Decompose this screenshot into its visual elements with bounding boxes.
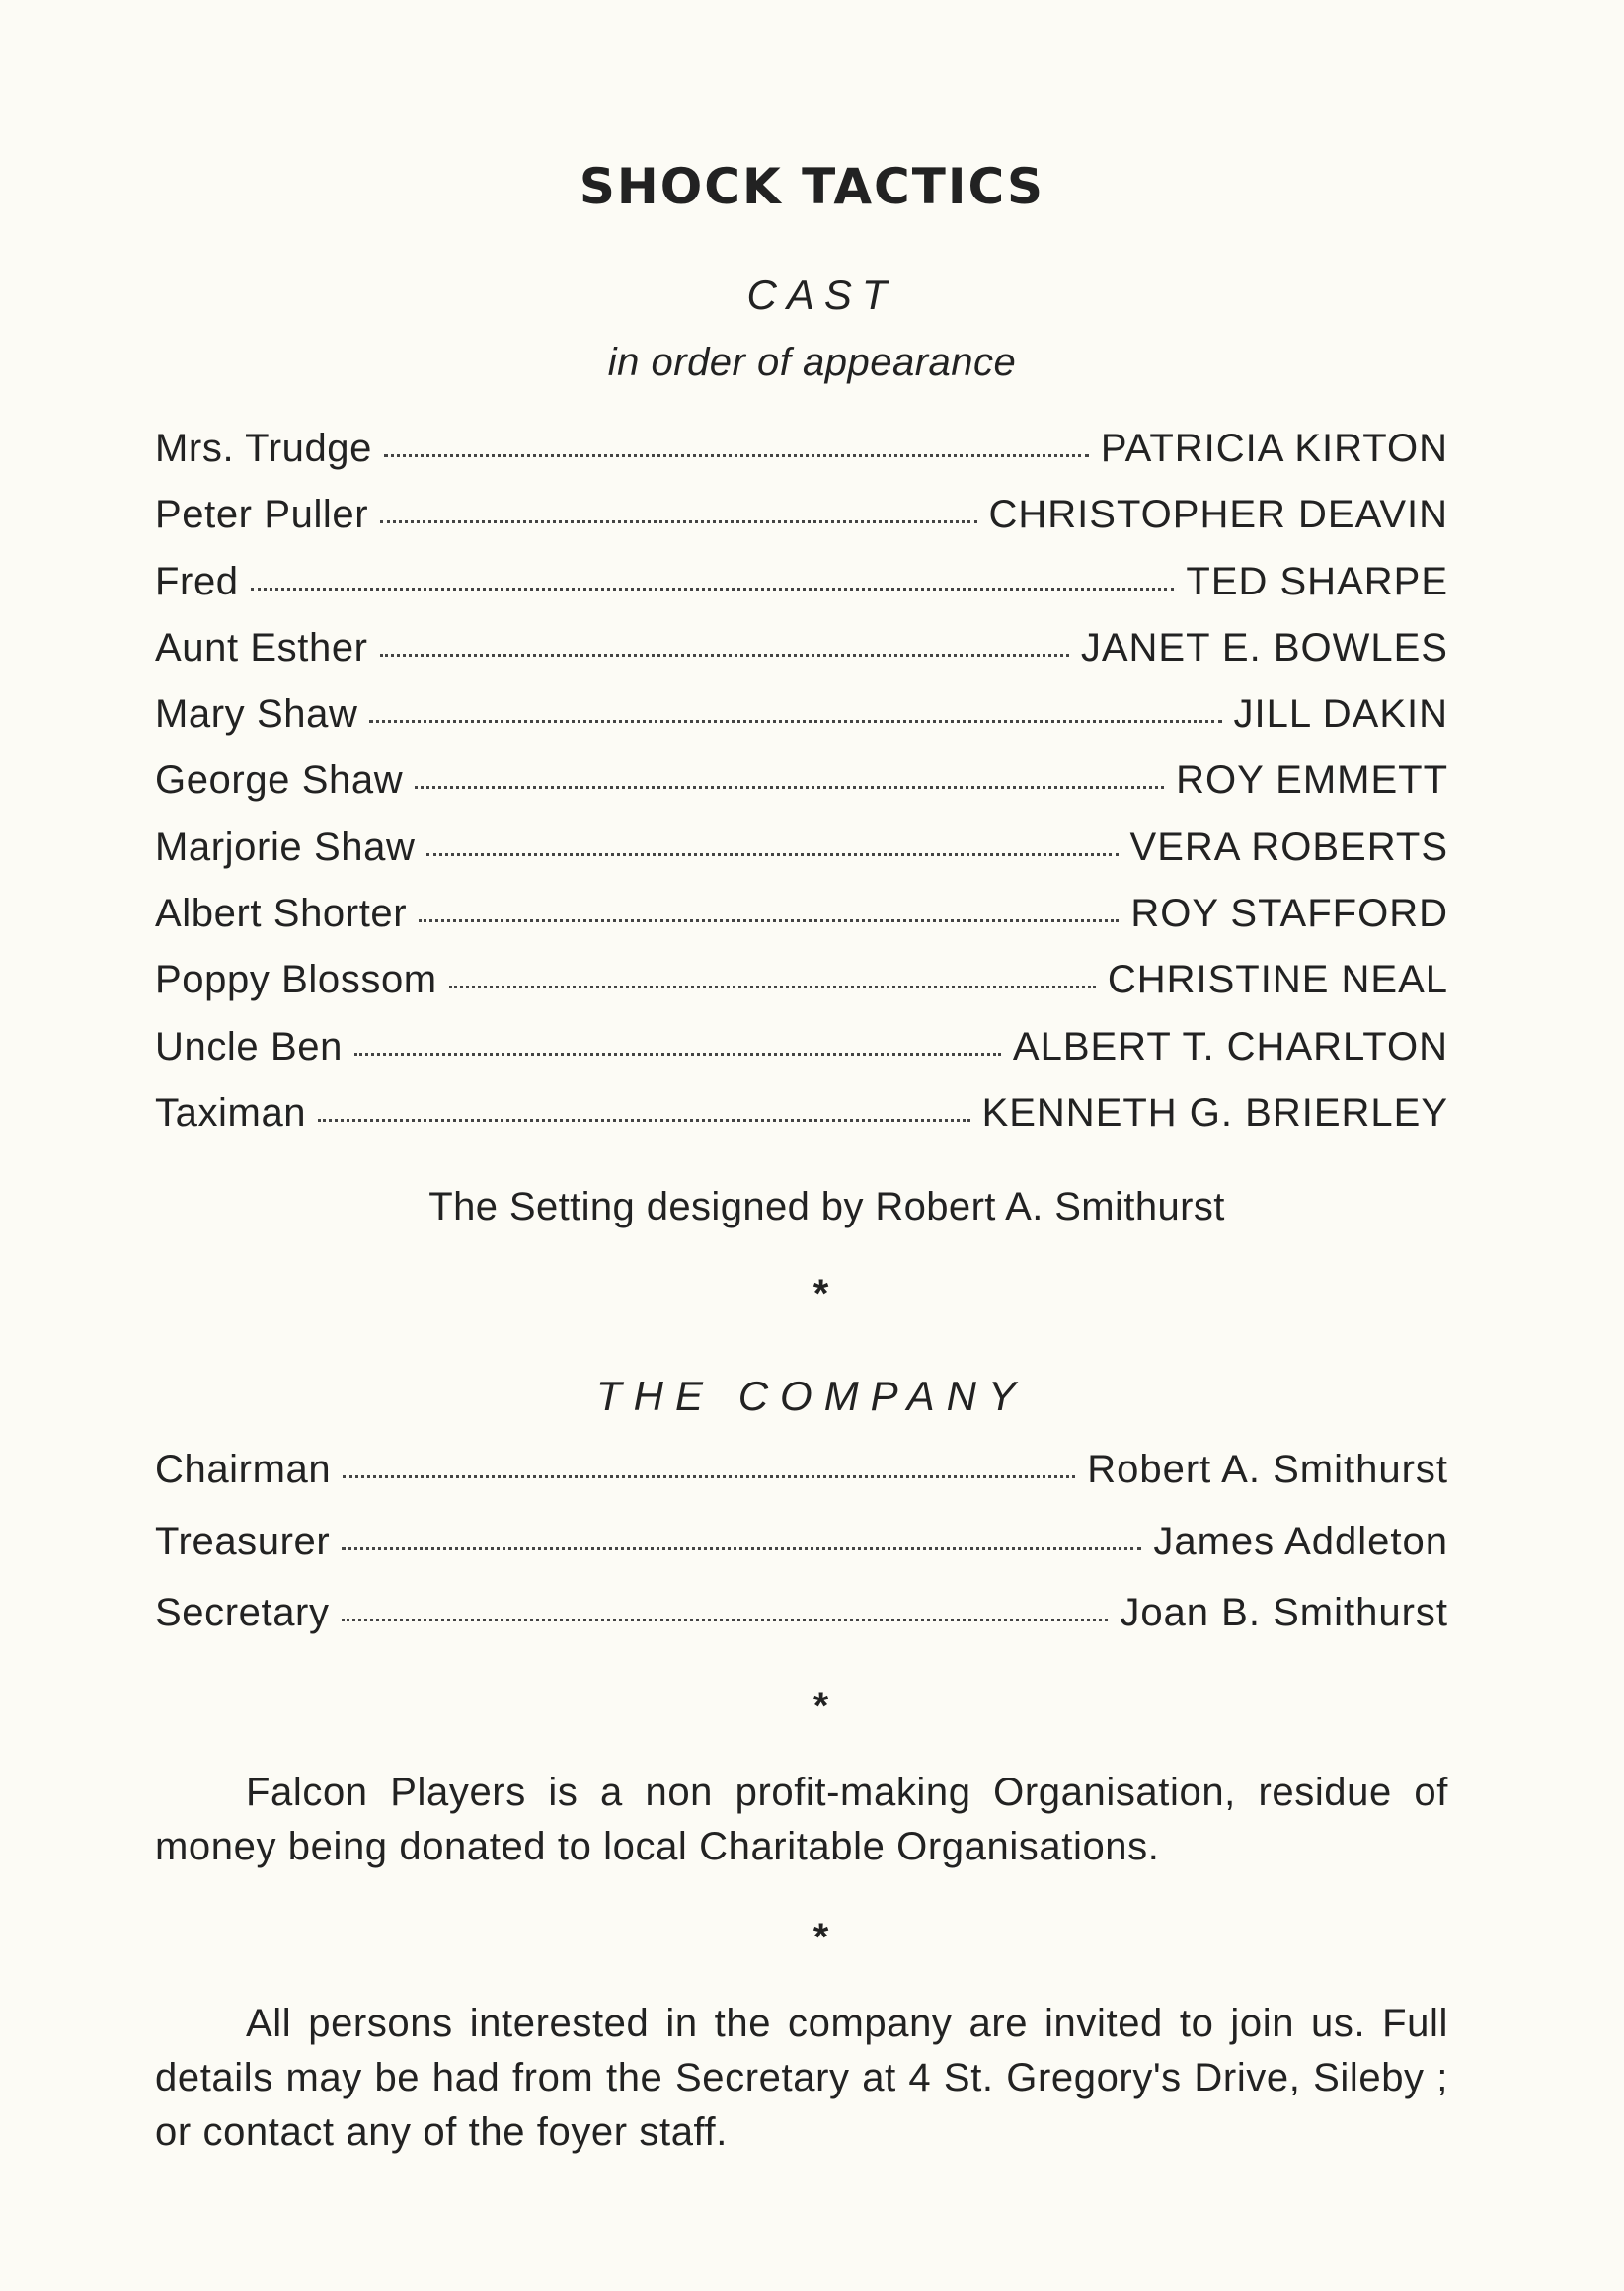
dot-leader [449,986,1096,988]
dot-leader [342,1619,1109,1621]
cast-role: George Shaw [155,758,404,803]
dot-leader [415,786,1164,789]
company-position: Chairman [155,1448,332,1491]
separator-asterisk: * [812,1272,829,1315]
dot-leader [426,853,1118,856]
cast-row [155,826,1448,892]
cast-role: Fred [155,559,239,603]
play-title: SHOCK TACTICS [579,158,1045,215]
cast-row [155,493,1448,559]
company-position: Treasurer [155,1519,331,1563]
company-row [155,1448,1448,1520]
company-member: Robert A. Smithurst [1087,1448,1448,1491]
cast-actor: CHRISTOPHER DEAVIN [988,493,1448,537]
dot-leader [369,720,1221,723]
cast-row [155,958,1448,1024]
cast-actor: PATRICIA KIRTON [1100,427,1448,470]
company-position: Secretary [155,1591,330,1634]
cast-row [155,1091,1448,1157]
charity-note: Falcon Players is a non profit-making Organisation, residue of money being donated to local Charitable Organisations. [155,1771,1448,1868]
cast-row [155,1025,1448,1091]
cast-role: Albert Shorter [155,892,408,936]
cast-actor: ALBERT T. CHARLTON [1012,1024,1448,1068]
dot-leader [318,1119,969,1122]
cast-role: Marjorie Shaw [155,825,416,869]
cast-role: Peter Puller [155,493,369,537]
dot-leader [343,1475,1075,1478]
cast-row [155,892,1448,958]
cast-row [155,427,1448,493]
cast-row [155,560,1448,626]
membership-note: All persons interested in the company are invited to join us. Full details may be had from the Secretary at 4 St. Gregory's Drive, Sileby ; or contact any of the foyer staff. [155,2002,1448,2154]
dot-leader [419,919,1119,922]
cast-actor: JANET E. BOWLES [1080,625,1448,670]
cast-actor: ROY EMMETT [1176,758,1448,803]
cast-row [155,626,1448,692]
dot-leader [380,654,1069,657]
dot-leader [251,588,1175,591]
dot-leader [342,1547,1141,1550]
setting-credit: The Setting designed by Robert A. Smithurst [428,1185,1225,1228]
cast-role: Aunt Esther [155,625,368,670]
cast-role: Taximan [155,1090,307,1135]
separator-asterisk: * [812,1685,829,1728]
dot-leader [384,454,1089,457]
company-row [155,1591,1448,1663]
cast-role: Uncle Ben [155,1024,343,1068]
company-member: Joan B. Smithurst [1120,1591,1448,1634]
company-list [155,1448,1448,1663]
cast-row [155,692,1448,758]
cast-role: Mary Shaw [155,692,358,737]
cast-actor: JILL DAKIN [1233,692,1448,737]
dot-leader [354,1053,1001,1056]
cast-actor: KENNETH G. BRIERLEY [981,1090,1448,1135]
cast-actor: VERA ROBERTS [1129,825,1448,869]
cast-subheading: in order of appearance [607,341,1017,384]
company-member: James Addleton [1153,1519,1448,1563]
company-heading: THE COMPANY [596,1373,1028,1419]
cast-heading: CAST [746,272,897,318]
separator-asterisk: * [812,1916,829,1959]
company-row [155,1520,1448,1592]
cast-actor: ROY STAFFORD [1130,892,1448,936]
cast-role: Poppy Blossom [155,958,437,1002]
cast-actor: TED SHARPE [1186,559,1448,603]
cast-role: Mrs. Trudge [155,427,372,470]
cast-row [155,758,1448,825]
cast-list [155,427,1448,1157]
dot-leader [380,520,976,523]
cast-actor: CHRISTINE NEAL [1107,958,1448,1002]
